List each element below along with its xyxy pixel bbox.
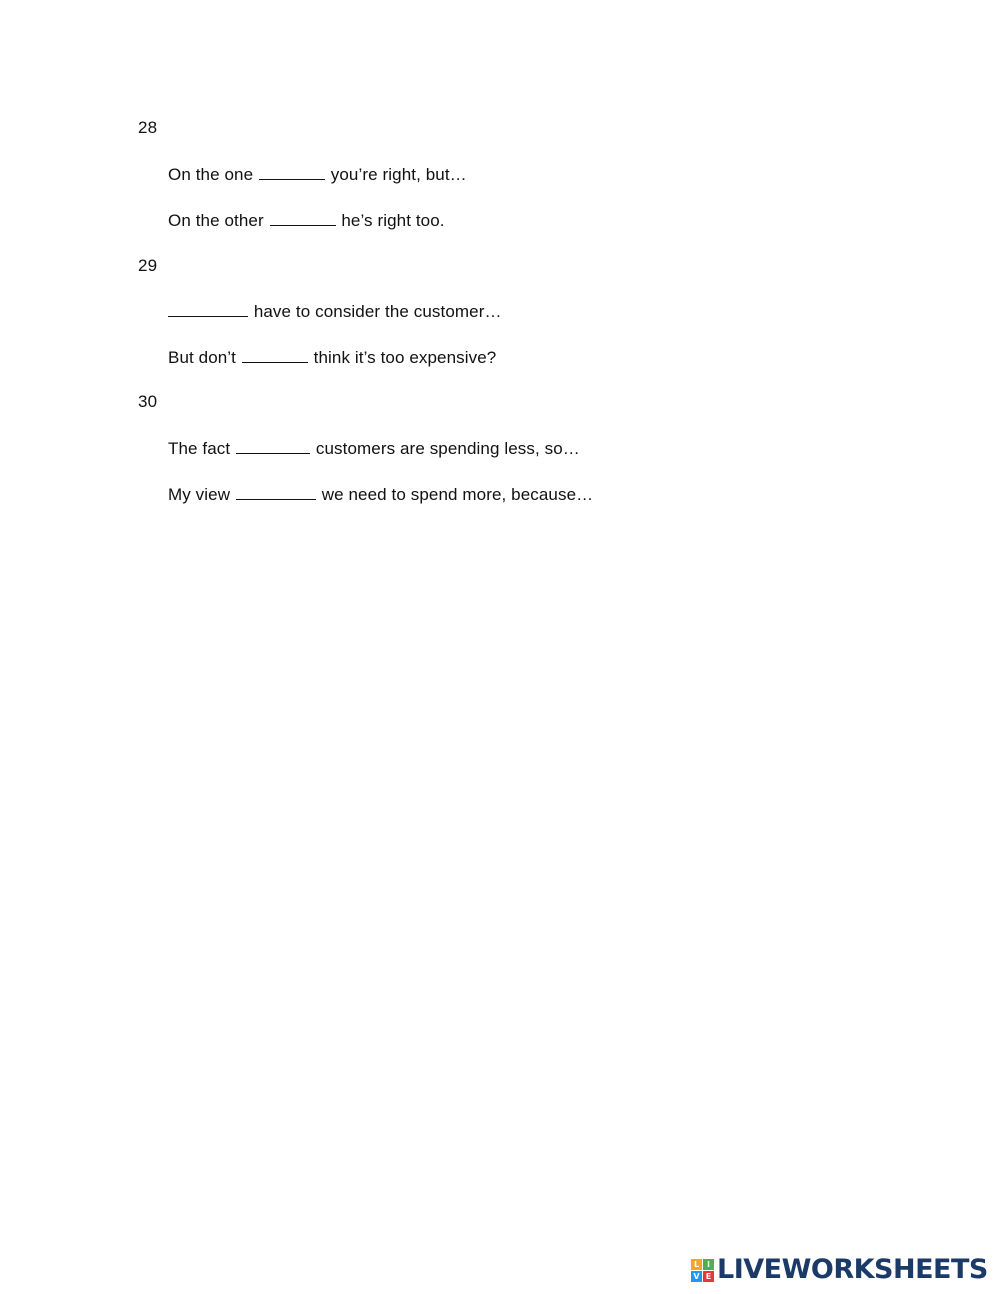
logo-text: LIVEWORKSHEETS bbox=[717, 1254, 988, 1285]
sentence-line bbox=[168, 301, 502, 322]
logo-mark-letter: E bbox=[703, 1271, 714, 1282]
logo-mark-letter: V bbox=[691, 1271, 702, 1282]
question-number: 29 bbox=[138, 256, 158, 275]
sentence-line bbox=[168, 347, 496, 368]
sentence-text-before: But don’t bbox=[168, 348, 241, 367]
sentence-text-after: he’s right too. bbox=[336, 211, 445, 230]
sentence-text-before: My view bbox=[168, 485, 235, 504]
logo-mark-letter: I bbox=[703, 1259, 714, 1270]
answer-blank[interactable] bbox=[242, 347, 308, 363]
liveworksheets-logo bbox=[691, 1255, 988, 1285]
answer-blank[interactable] bbox=[236, 484, 316, 500]
sentence-text-before: On the other bbox=[168, 211, 269, 230]
question-number: 30 bbox=[138, 392, 158, 411]
sentence-line bbox=[168, 210, 445, 231]
sentence-text-after: customers are spending less, so… bbox=[311, 439, 580, 458]
question-number: 28 bbox=[138, 118, 158, 137]
sentence-text-before: The fact bbox=[168, 439, 236, 458]
logo-mark-letter: L bbox=[691, 1259, 702, 1270]
sentence-text-before: On the one bbox=[168, 165, 258, 184]
answer-blank[interactable] bbox=[259, 164, 325, 180]
sentence-text-after: think it’s too expensive? bbox=[308, 348, 497, 367]
sentence-line bbox=[168, 484, 593, 505]
answer-blank[interactable] bbox=[236, 438, 310, 454]
sentence-line bbox=[168, 164, 467, 185]
sentence-text-after: have to consider the customer… bbox=[249, 302, 502, 321]
answer-blank[interactable] bbox=[168, 301, 248, 317]
sentence-text-after: you’re right, but… bbox=[325, 165, 467, 184]
answer-blank[interactable] bbox=[270, 210, 336, 226]
logo-mark-icon bbox=[691, 1259, 714, 1282]
sentence-text-after: we need to spend more, because… bbox=[316, 485, 594, 504]
sentence-line bbox=[168, 438, 580, 459]
